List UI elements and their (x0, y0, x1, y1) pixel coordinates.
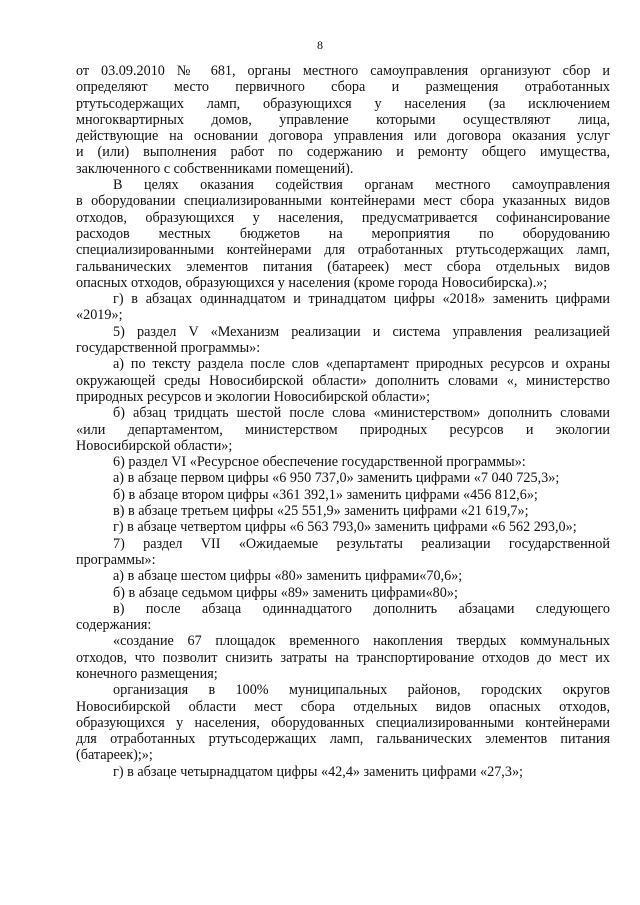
text-line: окружающей среды Новосибирской области» дополнить словами «, министерство (76, 372, 610, 389)
text-line: б) в абзаце седьмом цифры «89» заменить цифрами«80»; (113, 584, 458, 601)
text-line: а) в абзаце шестом цифры «80» заменить цифрами«70,6»; (113, 568, 463, 585)
text-line: государственной программы»: (76, 340, 261, 357)
text-line: специализированными контейнерами для отработанных ртутьсодержащих ламп, (76, 242, 610, 259)
text-line: В целях оказания содействия органам местного самоуправления (113, 177, 610, 194)
text-line: г) в абзаце четвертом цифры «6 563 793,0» заменить цифрами «6 562 293,0»; (113, 519, 577, 536)
text-line: 7) раздел VII «Ожидаемые результаты реализации государственной (113, 535, 610, 552)
text-line: действующие на основании договора управления или договора оказания услуг (76, 128, 610, 145)
document-body (76, 63, 610, 780)
text-line: г) в абзацах одиннадцатом и тринадцатом цифры «2018» заменить цифрами (113, 291, 610, 308)
text-line: в) после абзаца одиннадцатого дополнить абзацами следующего (113, 600, 610, 617)
text-line: организация в 100% муниципальных районов, городских округов (113, 682, 610, 699)
text-line: отходов, что позволит снизить затраты на транспортирование отходов до мест их (76, 649, 610, 666)
text-line: «2019»; (76, 307, 123, 324)
text-line: расходов местных бюджетов на мероприятия по оборудованию (76, 225, 610, 242)
text-line: природных ресурсов и экологии Новосибирской области»; (76, 388, 431, 405)
text-line: содержания: (76, 617, 152, 634)
text-line: а) в абзаце первом цифры «6 950 737,0» заменить цифрами «7 040 725,3»; (113, 470, 560, 487)
text-line: 5) раздел V «Механизм реализации и система управления реализацией (113, 323, 610, 340)
text-line: образующихся у населения, оборудованных специализированными контейнерами (76, 714, 610, 731)
text-line: определяют место первичного сбора и размещения отработанных (76, 79, 610, 96)
text-line: и (или) выполнения работ по содержанию и ремонту общего имущества, (76, 144, 610, 161)
text-line: б) в абзаце втором цифры «361 392,1» заменить цифрами «456 812,6»; (113, 486, 538, 503)
text-line: ртутьсодержащих ламп, образующихся у населения (за исключением (76, 95, 610, 112)
text-line: б) абзац тридцать шестой после слова «министерством» дополнить словами (113, 405, 610, 422)
text-line: Новосибирской области мест сбора отдельных видов опасных отходов, (76, 698, 610, 715)
text-line: Новосибирской области»; (76, 437, 233, 454)
text-line: для отработанных ртутьсодержащих ламп, гальванических элементов питания (76, 731, 610, 748)
text-line: в) в абзаце третьем цифры «25 551,9» заменить цифрами «21 619,7»; (113, 503, 529, 520)
text-line: в оборудовании специализированными контейнерами мест сбора указанных видов (76, 193, 610, 210)
text-line: программы»: (76, 551, 156, 568)
text-line: «создание 67 площадок временного накопления твердых коммунальных (113, 633, 610, 650)
text-line: (батареек);»; (76, 747, 153, 764)
page-number: 8 (317, 38, 323, 52)
text-line: опасных отходов, образующихся у населения (кроме города Новосибирска).»; (76, 274, 548, 291)
text-line: заключенного с собственниками помещений). (76, 160, 354, 177)
text-line: г) в абзаце четырнадцатом цифры «42,4» заменить цифрами «27,3»; (113, 763, 523, 780)
text-line: гальванических элементов питания (батареек) мест сбора отдельных видов (76, 258, 610, 275)
text-line: конечного размещения; (76, 665, 218, 682)
text-line: 6) раздел VI «Ресурсное обеспечение государственной программы»: (113, 454, 526, 471)
text-line: многоквартирных домов, управление которыми осуществляют лица, (76, 111, 610, 128)
text-line: «или департаментом, министерством природных ресурсов и экологии (76, 421, 610, 438)
text-line: от 03.09.2010 № 681, органы местного самоуправления организуют сбор и (76, 63, 610, 79)
text-line: а) по тексту раздела после слов «департамент природных ресурсов и охраны (113, 356, 610, 373)
text-line: отходов, образующихся у населения, предусматривается софинансирование (76, 209, 610, 226)
